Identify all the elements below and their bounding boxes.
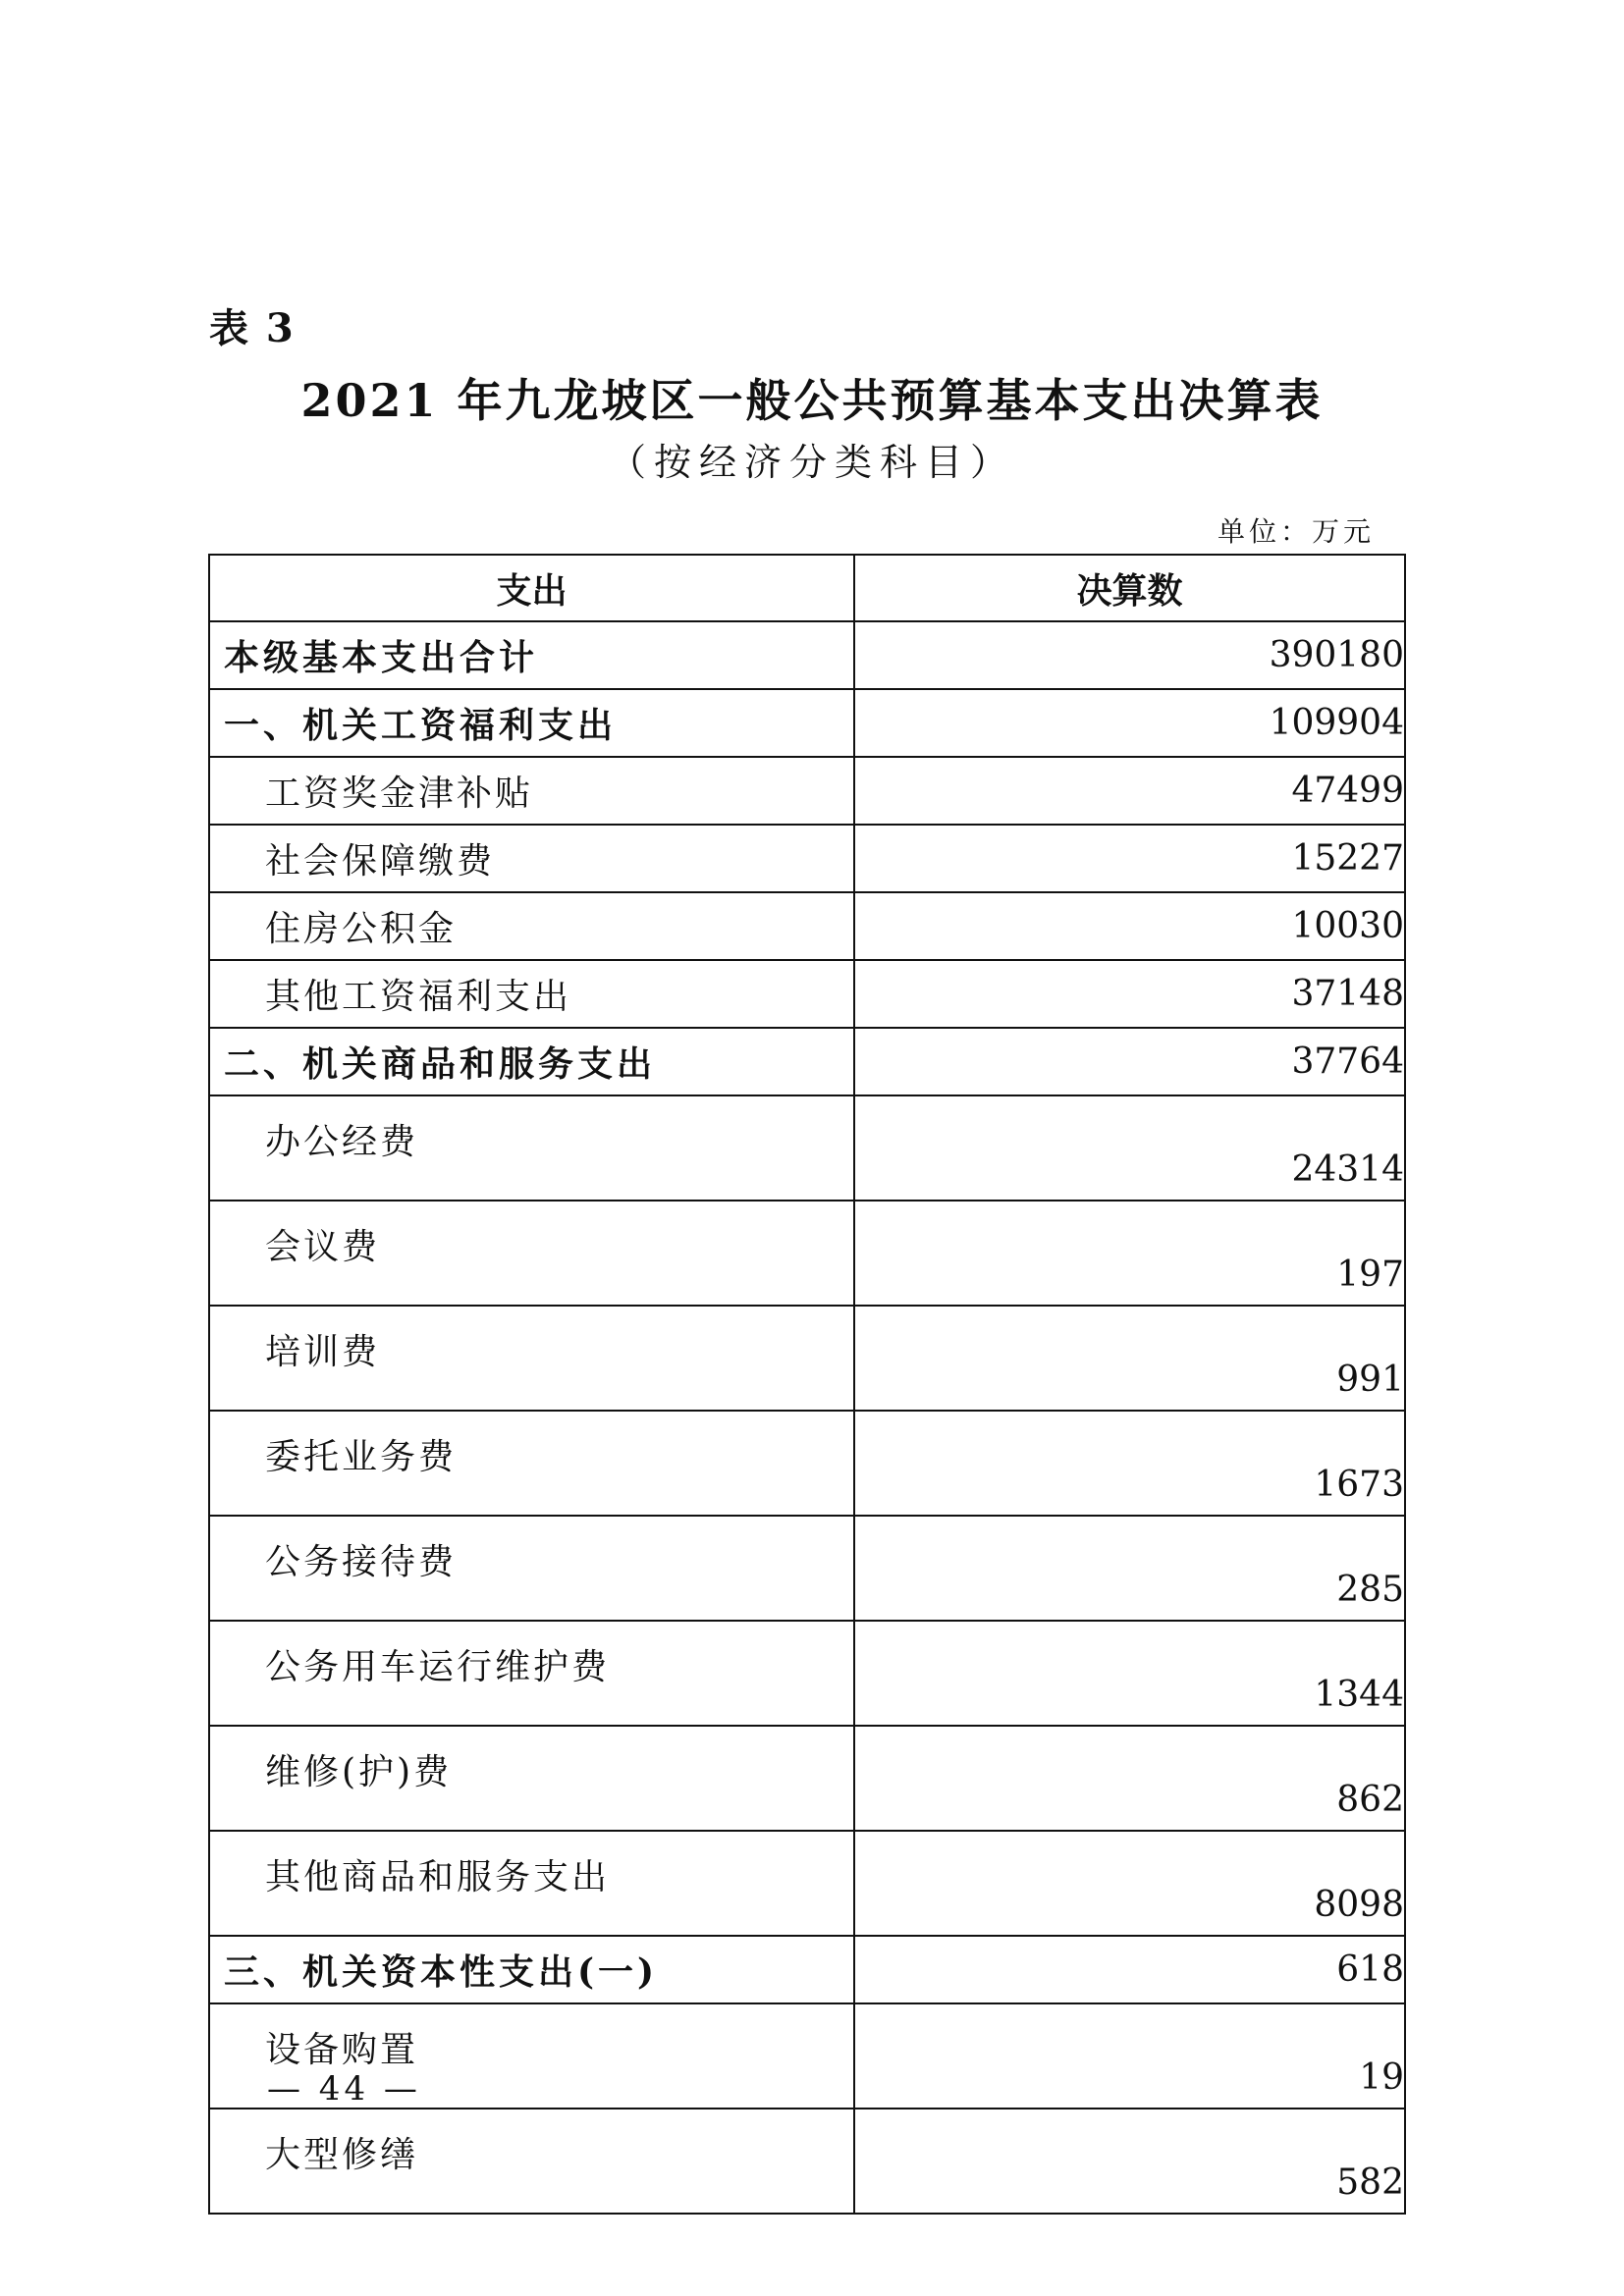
- row-value: 10030: [854, 892, 1405, 960]
- row-label: 社会保障缴费: [209, 825, 854, 892]
- row-label: 公务用车运行维护费: [209, 1621, 854, 1726]
- row-value: 1344: [854, 1621, 1405, 1726]
- row-label: 会议费: [209, 1201, 854, 1306]
- row-value: 37148: [854, 960, 1405, 1028]
- row-label: 三、机关资本性支出(一): [209, 1936, 854, 2003]
- row-label: 设备购置: [209, 2003, 854, 2109]
- table-row: [209, 1726, 1405, 1831]
- row-value: 8098: [854, 1831, 1405, 1936]
- row-label: 本级基本支出合计: [209, 621, 854, 689]
- row-value: 197: [854, 1201, 1405, 1306]
- row-label: 办公经费: [209, 1095, 854, 1201]
- table-row: [209, 1411, 1405, 1516]
- table-row: [209, 2109, 1405, 2214]
- row-value: 109904: [854, 689, 1405, 757]
- row-label: 二、机关商品和服务支出: [209, 1028, 854, 1095]
- table-row: [209, 1621, 1405, 1726]
- table-row: [209, 960, 1405, 1028]
- row-value: 285: [854, 1516, 1405, 1621]
- table-row: [209, 1028, 1405, 1095]
- table-row: [209, 892, 1405, 960]
- row-value: 582: [854, 2109, 1405, 2214]
- row-label: 大型修缮: [209, 2109, 854, 2214]
- row-label: 维修(护)费: [209, 1726, 854, 1831]
- page-number: — 44 —: [267, 2069, 421, 2109]
- row-value: 991: [854, 1306, 1405, 1411]
- row-value: 15227: [854, 825, 1405, 892]
- table-row: [209, 757, 1405, 825]
- unit-label: 单位：万元: [1218, 515, 1376, 548]
- row-label: 住房公积金: [209, 892, 854, 960]
- table-row: [209, 689, 1405, 757]
- column-header-item: 支出: [209, 555, 854, 621]
- row-label: 一、机关工资福利支出: [209, 689, 854, 757]
- row-value: 618: [854, 1936, 1405, 2003]
- row-value: 24314: [854, 1095, 1405, 1201]
- table-header-row: [209, 555, 1405, 621]
- table-row: [209, 1516, 1405, 1621]
- table-number-label: 表 3: [209, 305, 296, 351]
- row-value: 37764: [854, 1028, 1405, 1095]
- row-value: 19: [854, 2003, 1405, 2109]
- table-row: [209, 1095, 1405, 1201]
- table-row: [209, 1936, 1405, 2003]
- row-value: 862: [854, 1726, 1405, 1831]
- row-label: 培训费: [209, 1306, 854, 1411]
- row-label: 其他工资福利支出: [209, 960, 854, 1028]
- column-header-amount: 决算数: [854, 555, 1405, 621]
- budget-table: [208, 554, 1406, 2215]
- table-row: [209, 1306, 1405, 1411]
- row-label: 工资奖金津补贴: [209, 757, 854, 825]
- row-value: 390180: [854, 621, 1405, 689]
- table-row: [209, 825, 1405, 892]
- page-title: 2021 年九龙坡区一般公共预算基本支出决算表: [300, 374, 1324, 427]
- row-label: 其他商品和服务支出: [209, 1831, 854, 1936]
- table-row: [209, 621, 1405, 689]
- row-label: 公务接待费: [209, 1516, 854, 1621]
- row-value: 1673: [854, 1411, 1405, 1516]
- page-subtitle: （按经济分类科目）: [608, 441, 1015, 484]
- row-value: 47499: [854, 757, 1405, 825]
- row-label: 委托业务费: [209, 1411, 854, 1516]
- table-row: [209, 1831, 1405, 1936]
- table-row: [209, 1201, 1405, 1306]
